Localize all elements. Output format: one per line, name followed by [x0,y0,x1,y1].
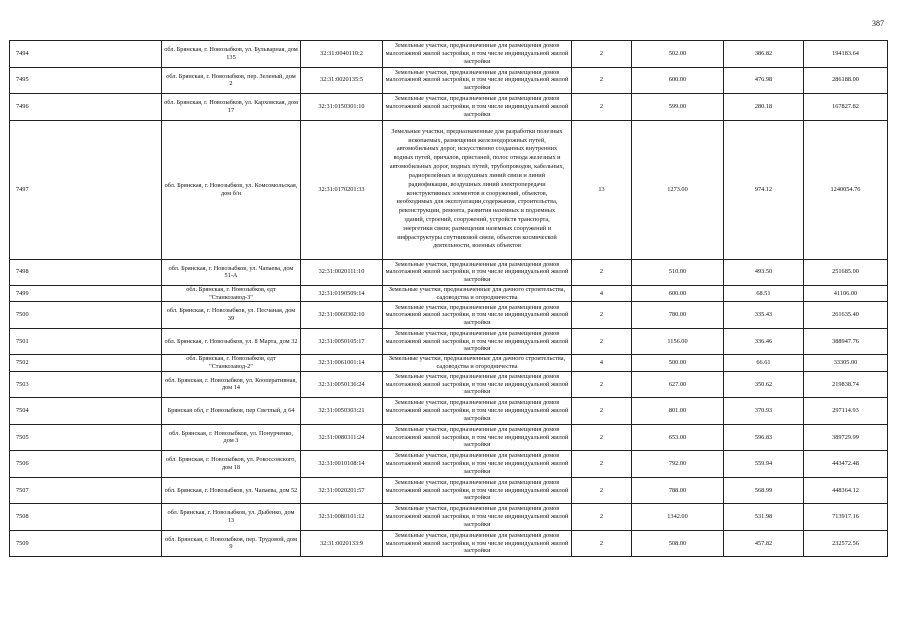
cadastral-value-cell: 389729.99 [804,424,888,451]
area-cell: 788.00 [632,477,724,504]
cadastral-value-cell: 286188.00 [804,67,888,94]
row-number: 7504 [10,398,162,425]
cadastral-number-cell: 32:31:0050136:24 [301,371,383,398]
land-use-cell: Земельные участки, предназначенные для размещения домов малоэтажной жилой застройки, в том числе индивидуальной жилой застройки [383,67,572,94]
land-use-cell: Земельные участки, предназначенные для размещения домов малоэтажной жилой застройки, в том числе индивидуальной жилой застройки [383,504,572,531]
cadastral-value-cell: 33305.00 [804,355,888,371]
table-row [10,259,888,286]
address-cell: обл. Брянская, г. Новозыбков, ул. Песчаная, дом 39 [162,302,301,329]
row-number: 7498 [10,259,162,286]
area-cell: 792.00 [632,451,724,478]
area-cell: 600.00 [632,286,724,302]
row-number: 7496 [10,94,162,121]
cadastral-value-cell: 713917.16 [804,504,888,531]
area-cell: 1342.00 [632,504,724,531]
group-cell: 4 [572,355,632,371]
row-number: 7506 [10,451,162,478]
table-row [10,41,888,68]
address-cell: обл. Брянская, г. Новозыбков, пер. Трудовой, дом 9 [162,530,301,557]
specific-value-cell: 350.62 [724,371,804,398]
area-cell: 508.00 [632,530,724,557]
cadastral-value-cell: 1240054.76 [804,120,888,259]
cadastral-number-cell: 32:31:0020111:10 [301,259,383,286]
address-cell: обл. Брянская, г. Новозыбков, ул. Комсомольская, дом б/н [162,120,301,259]
table-row [10,286,888,302]
cadastral-number-cell: 32:31:0060302:10 [301,302,383,329]
row-number: 7509 [10,530,162,557]
group-cell: 13 [572,120,632,259]
group-cell: 2 [572,530,632,557]
address-cell: обл. Брянская, г. Новозыбков, ул. Бульварная, дом 135 [162,41,301,68]
cadastral-number-cell: 32:31:0190509:14 [301,286,383,302]
address-cell: обл. Брянская, г. Новозыбков, ул. 8 Марта, дом 32 [162,328,301,355]
cadastral-value-table [9,40,888,557]
cadastral-number-cell: 32:31:0080311:24 [301,424,383,451]
cadastral-value-cell: 232572.56 [804,530,888,557]
row-number: 7494 [10,41,162,68]
group-cell: 2 [572,371,632,398]
table-row [10,530,888,557]
cadastral-value-cell: 443472.48 [804,451,888,478]
address-cell: обл. Брянская, г. Новозыбков, едт "Станкозавод-2" [162,355,301,371]
area-cell: 627.00 [632,371,724,398]
table-body [10,41,888,557]
group-cell: 4 [572,286,632,302]
address-cell: обл. Брянская, г. Новозыбков, едт "Станкозавод-3" [162,286,301,302]
row-number: 7495 [10,67,162,94]
row-number: 7497 [10,120,162,259]
group-cell: 2 [572,424,632,451]
cadastral-value-cell: 297114.93 [804,398,888,425]
specific-value-cell: 596.83 [724,424,804,451]
specific-value-cell: 66.61 [724,355,804,371]
cadastral-value-cell: 251685.00 [804,259,888,286]
land-use-cell: Земельные участки, предназначенные для размещения домов малоэтажной жилой застройки, в том числе индивидуальной жилой застройки [383,424,572,451]
cadastral-value-cell: 167827.82 [804,94,888,121]
area-cell: 653.00 [632,424,724,451]
address-cell: обл. Брянская, г. Новозыбков, пер. Зеленый, дом 2 [162,67,301,94]
row-number: 7505 [10,424,162,451]
area-cell: 1273.00 [632,120,724,259]
cadastral-number-cell: 32:31:0080101:12 [301,504,383,531]
cadastral-value-cell: 194183.64 [804,41,888,68]
table-row [10,94,888,121]
group-cell: 2 [572,504,632,531]
cadastral-value-cell: 388947.76 [804,328,888,355]
cadastral-value-cell: 261635.40 [804,302,888,329]
specific-value-cell: 559.94 [724,451,804,478]
land-use-cell: Земельные участки, предназначенные для размещения домов малоэтажной жилой застройки, в том числе индивидуальной жилой застройки [383,302,572,329]
land-use-cell: Земельные участки, предназначенные для разработки полезных ископаемых, размещения железнодорожных путей, автомобильных дорог, искусственно созданных внутренних водных путей, причалов, пристаней, полос отвода железных и автомобильных дорог, водных путей, трубопроводов, кабельных, радиорелейных и воздушных линий связи и линий радиофикации, воздушных линий электропередачи конструктивных элементов и сооружений, объектов, необходимых для эксплуатации,содержания, строительства, реконструкции, ремонта, развития наземных и подземных зданий, строений, сооружений, устройств транспорта, энергетики связи; размещения наземных сооружений и инфраструктуры спутниковой связи, объектов космической деятельности, военных объектов [383,120,572,259]
group-cell: 2 [572,398,632,425]
land-use-cell: Земельные участки, предназначенные для размещения домов малоэтажной жилой застройки, в том числе индивидуальной жилой застройки [383,477,572,504]
specific-value-cell: 531.98 [724,504,804,531]
table-row [10,67,888,94]
cadastral-value-cell: 219838.74 [804,371,888,398]
land-use-cell: Земельные участки, предназначенные для размещения домов малоэтажной жилой застройки, в том числе индивидуальной жилой застройки [383,451,572,478]
table-row [10,302,888,329]
cadastral-value-cell: 448364.12 [804,477,888,504]
table-row [10,424,888,451]
table-row [10,398,888,425]
page-number: 387 [872,19,884,28]
land-use-cell: Земельные участки, предназначенные для размещения домов малоэтажной жилой застройки, в том числе индивидуальной жилой застройки [383,398,572,425]
land-use-cell: Земельные участки, предназначенные для дачного строительства, садоводства и огородничества [383,286,572,302]
table-row [10,120,888,259]
cadastral-number-cell: 32:31:0040110:2 [301,41,383,68]
row-number: 7500 [10,302,162,329]
specific-value-cell: 974.12 [724,120,804,259]
cadastral-number-cell: 32:31:0050105:17 [301,328,383,355]
cadastral-number-cell: 32:31:0010108:14 [301,451,383,478]
address-cell: обл. Брянская, г. Новозыбков, ул. Чапаева, дом 51-А [162,259,301,286]
land-use-cell: Земельные участки, предназначенные для дачного строительства, садоводства и огородничества [383,355,572,371]
specific-value-cell: 335.43 [724,302,804,329]
group-cell: 2 [572,67,632,94]
specific-value-cell: 493.50 [724,259,804,286]
address-cell: обл. Брянская, г. Новозыбков, ул. Понурченко, дом 3 [162,424,301,451]
table-row [10,504,888,531]
specific-value-cell: 68.51 [724,286,804,302]
area-cell: 502.00 [632,41,724,68]
cadastral-number-cell: 32:31:0050303:21 [301,398,383,425]
specific-value-cell: 457.82 [724,530,804,557]
land-use-cell: Земельные участки, предназначенные для размещения домов малоэтажной жилой застройки, в том числе индивидуальной жилой застройки [383,41,572,68]
area-cell: 1156.00 [632,328,724,355]
address-cell: обл. Брянская, г. Новозыбков, ул. Карховская, дом 17 [162,94,301,121]
group-cell: 2 [572,302,632,329]
cadastral-number-cell: 32:31:0150301:10 [301,94,383,121]
specific-value-cell: 476.98 [724,67,804,94]
address-cell: обл. Брянская, г. Новозыбков, ул. Рокоссовского, дом 18 [162,451,301,478]
table-row [10,477,888,504]
address-cell: обл. Брянская, г. Новозыбков, ул. Чапаева, дом 52 [162,477,301,504]
row-number: 7503 [10,371,162,398]
group-cell: 2 [572,477,632,504]
table-row [10,355,888,371]
group-cell: 2 [572,94,632,121]
table-row [10,328,888,355]
address-cell: обл. Брянская, г. Новозыбков, ул. Кооперативная, дом 14 [162,371,301,398]
address-cell: обл. Брянская, г. Новозыбков, ул. Дыбенко, дом 13 [162,504,301,531]
specific-value-cell: 370.93 [724,398,804,425]
specific-value-cell: 386.82 [724,41,804,68]
area-cell: 801.00 [632,398,724,425]
land-use-cell: Земельные участки, предназначенные для размещения домов малоэтажной жилой застройки, в том числе индивидуальной жилой застройки [383,371,572,398]
group-cell: 2 [572,328,632,355]
specific-value-cell: 280.18 [724,94,804,121]
table-row [10,451,888,478]
specific-value-cell: 336.46 [724,328,804,355]
cadastral-number-cell: 32:31:0061001:14 [301,355,383,371]
cadastral-number-cell: 32:31:0020135:5 [301,67,383,94]
land-use-cell: Земельные участки, предназначенные для размещения домов малоэтажной жилой застройки, в том числе индивидуальной жилой застройки [383,94,572,121]
group-cell: 2 [572,451,632,478]
area-cell: 600.00 [632,67,724,94]
area-cell: 510.00 [632,259,724,286]
cadastral-number-cell: 32:31:0020133:9 [301,530,383,557]
address-cell: Брянская обл, г Новозыбков, пер Светлый, д 64 [162,398,301,425]
table-row [10,371,888,398]
cadastral-number-cell: 32:31:0170201:33 [301,120,383,259]
land-use-cell: Земельные участки, предназначенные для размещения домов малоэтажной жилой застройки, в том числе индивидуальной жилой застройки [383,328,572,355]
row-number: 7507 [10,477,162,504]
area-cell: 500.00 [632,355,724,371]
area-cell: 599.00 [632,94,724,121]
cadastral-value-cell: 41106.00 [804,286,888,302]
land-use-cell: Земельные участки, предназначенные для размещения домов малоэтажной жилой застройки, в том числе индивидуальной жилой застройки [383,259,572,286]
row-number: 7499 [10,286,162,302]
group-cell: 2 [572,259,632,286]
row-number: 7508 [10,504,162,531]
row-number: 7501 [10,328,162,355]
row-number: 7502 [10,355,162,371]
land-use-cell: Земельные участки, предназначенные для размещения домов малоэтажной жилой застройки, в том числе индивидуальной жилой застройки [383,530,572,557]
specific-value-cell: 568.99 [724,477,804,504]
area-cell: 780.00 [632,302,724,329]
group-cell: 2 [572,41,632,68]
cadastral-number-cell: 32:31:0020201:57 [301,477,383,504]
